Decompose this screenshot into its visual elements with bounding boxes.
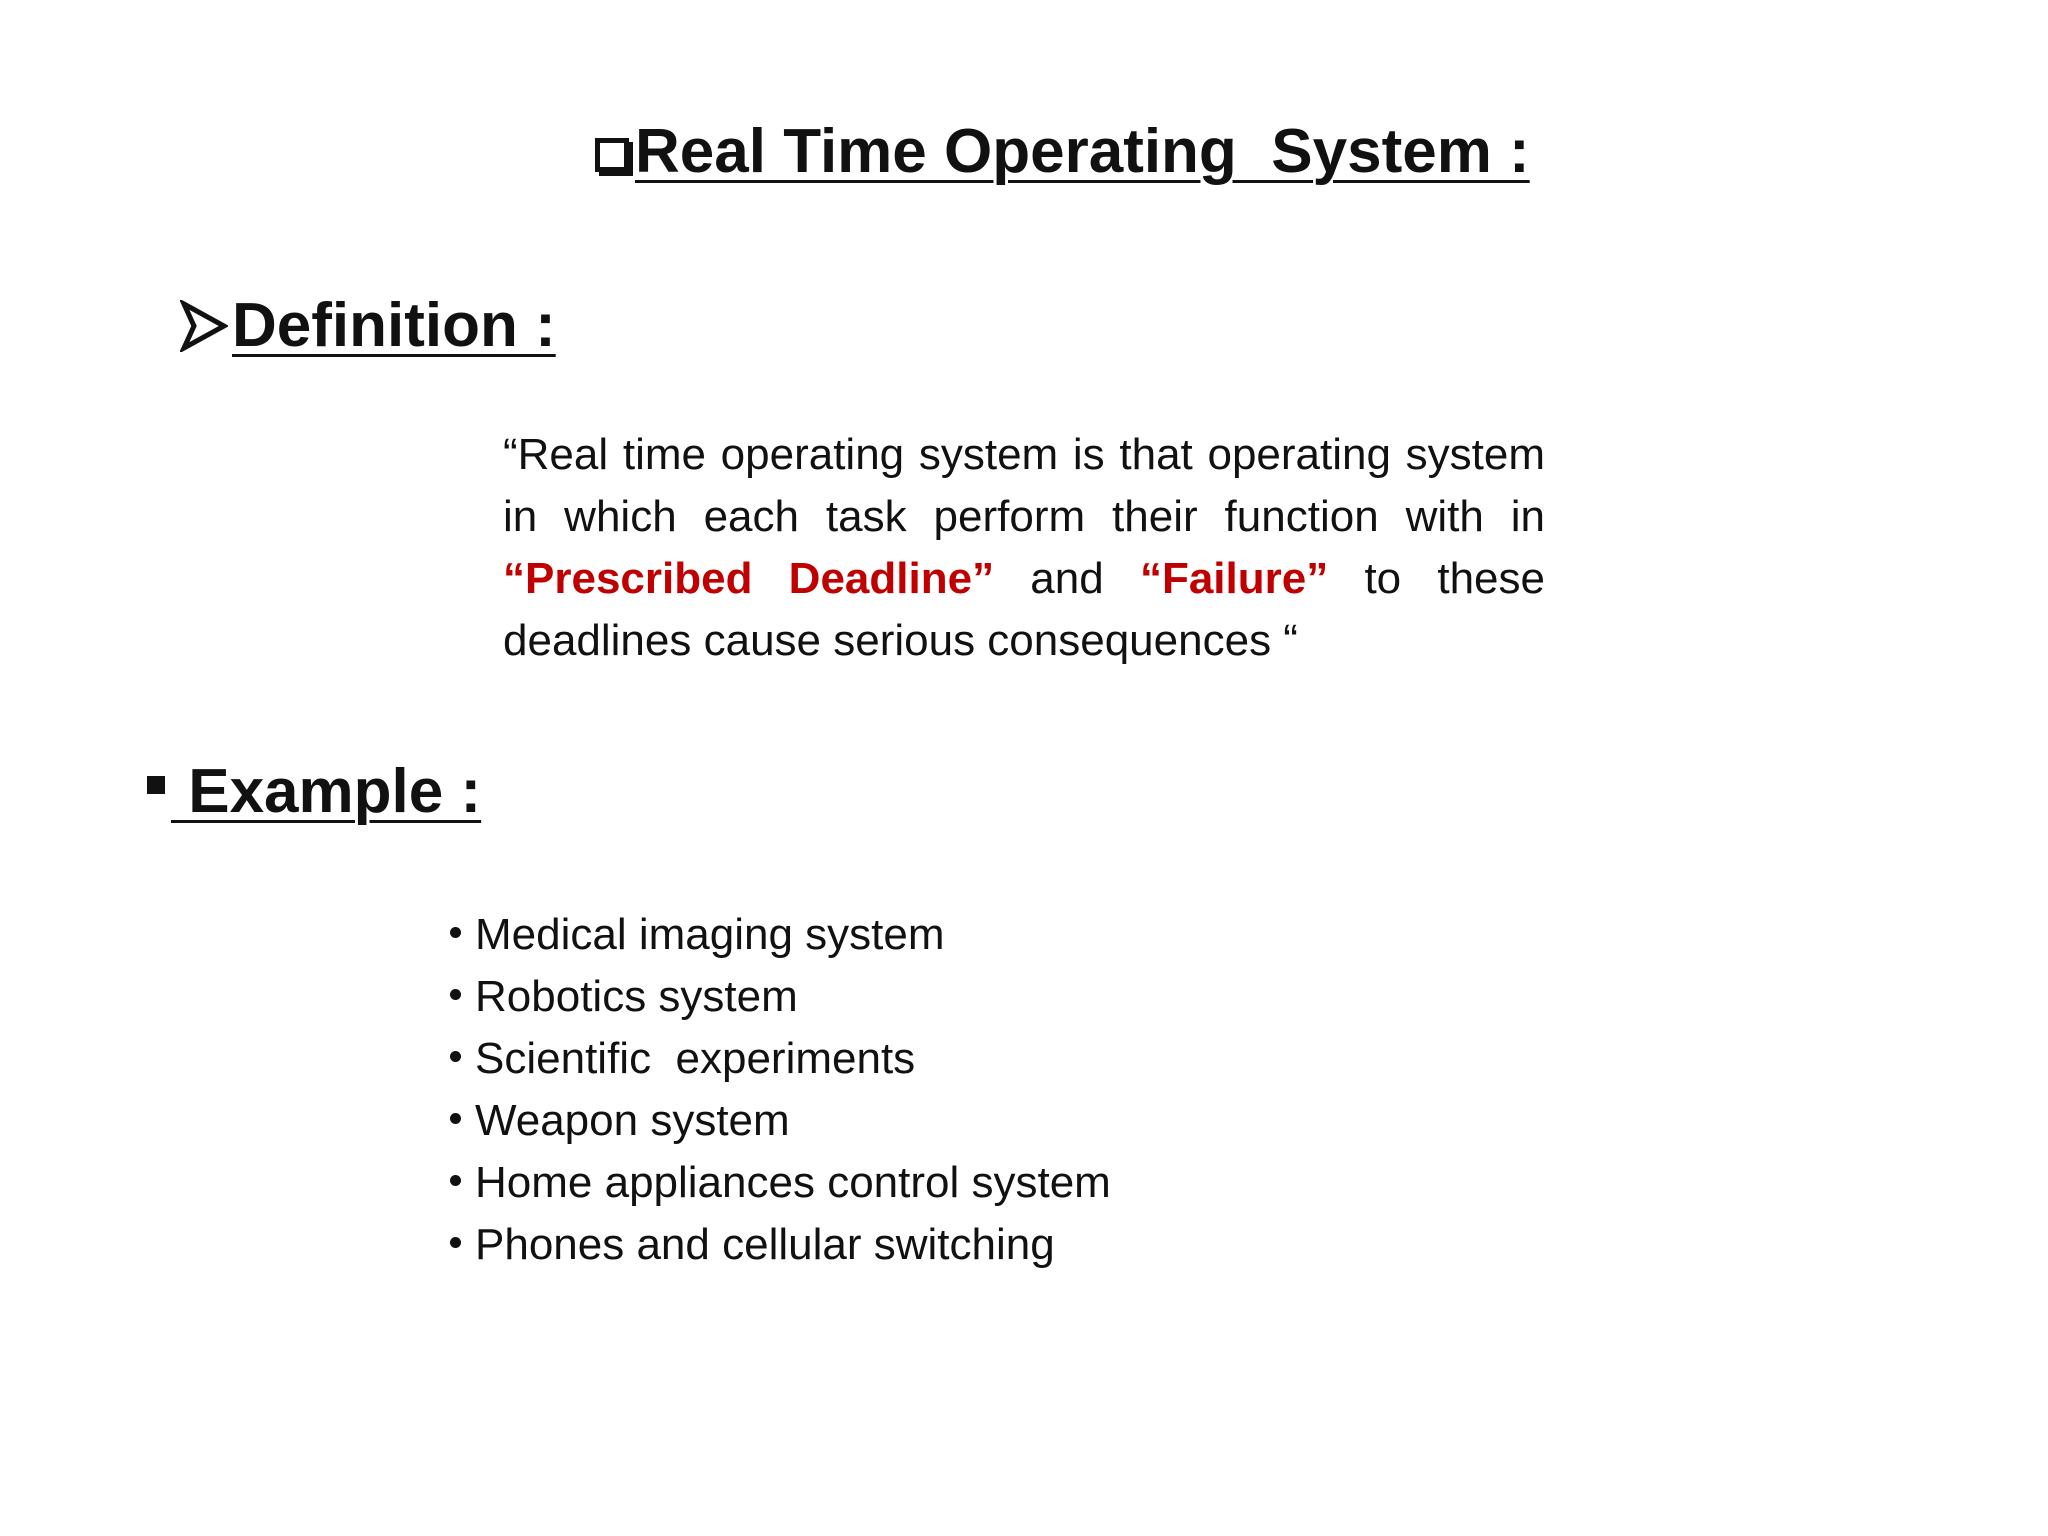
definition-text-before: “Real time operating system is that operating system in which each task perform their function with in bbox=[503, 430, 1545, 541]
dot-icon bbox=[450, 1175, 461, 1186]
dot-icon bbox=[450, 1113, 461, 1124]
list-item bbox=[450, 1090, 1111, 1152]
title-row bbox=[595, 118, 1530, 186]
list-item-label: Robotics system bbox=[475, 972, 798, 1021]
example-list bbox=[450, 904, 1111, 1276]
highlight-failure: “Failure” bbox=[1139, 554, 1329, 603]
list-item bbox=[450, 966, 1111, 1028]
dot-icon bbox=[450, 1051, 461, 1062]
example-heading: Example : bbox=[171, 757, 482, 826]
square-bullet-icon bbox=[147, 776, 165, 794]
definition-text-middle: and bbox=[994, 554, 1140, 603]
example-heading-row bbox=[147, 758, 481, 826]
slide-title: Real Time Operating System : bbox=[635, 117, 1530, 186]
definition-heading: Definition : bbox=[232, 291, 556, 360]
highlight-prescribed-deadline: “Prescribed Deadline” bbox=[503, 554, 995, 603]
list-item bbox=[450, 1214, 1111, 1276]
list-item-label: Home appliances control system bbox=[475, 1158, 1111, 1207]
definition-heading-row bbox=[180, 292, 556, 360]
list-item-label: Medical imaging system bbox=[475, 910, 945, 959]
dot-icon bbox=[450, 989, 461, 1000]
definition-text-after: to these deadlines cause serious consequences “ bbox=[503, 554, 1545, 665]
list-item-label: Scientific experiments bbox=[475, 1034, 916, 1083]
list-item bbox=[450, 1028, 1111, 1090]
definition-paragraph bbox=[503, 424, 1545, 672]
list-item bbox=[450, 1152, 1111, 1214]
dot-icon bbox=[450, 1237, 461, 1248]
dot-icon bbox=[450, 927, 461, 938]
list-item-label: Phones and cellular switching bbox=[475, 1220, 1055, 1269]
list-item-label: Weapon system bbox=[475, 1096, 790, 1145]
hollow-square-icon bbox=[595, 138, 629, 172]
arrow-bullet-icon bbox=[180, 300, 228, 352]
list-item bbox=[450, 904, 1111, 966]
